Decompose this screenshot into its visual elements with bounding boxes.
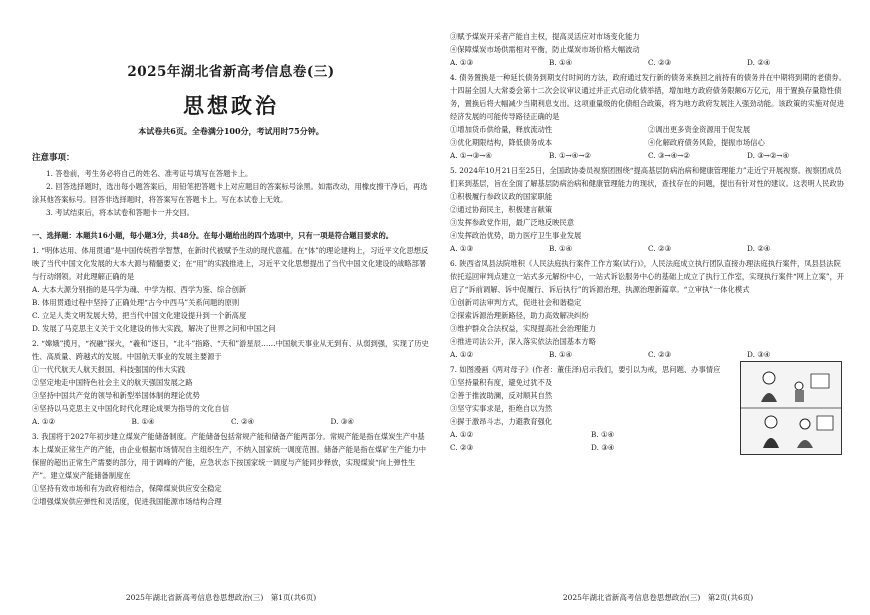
q2-item-3: ③坚持中国共产党的领导和新型举国体制的理论优势 <box>32 391 200 400</box>
q5-item-4: ④发挥政治优势，助力医疗卫生事业发展 <box>450 231 582 240</box>
q4-items-row-1 <box>450 123 846 136</box>
question-5-stem: 5. 2024年10月21日至25日，全国政协委员视察团围绕“提高基层防病治病和健康管理能力”走近宁开展视察。视察团成员们来到基层，旨在全面了解基层防病治病和健康管理能力的现状，查找存在的问题，提出有针对性的建议。这表明人民政协 <box>450 166 845 188</box>
q5-choices <box>450 242 846 255</box>
question-4-stem: 4. 债务置换是一种延长债务到期支付时间的方法，政府通过发行新的债务来换回之前持有的债务并在中期将到期的老债券。十四届全国人大常委会第十二次会议审议通过并正式启动化债举措，增加地方政府债务限额6万亿元，用于置换存量隐性债务，置换后将大幅减少当期利息支出。这项重量级的化债组合政策，将为地方政府发展注入强劲动能。该政策的实施对促进经济发展的可能传导路径正确的是 <box>450 73 847 121</box>
q3-choice-b: B. ①④ <box>549 58 573 67</box>
q6-item-4: ④推进司法公开，深入落实依法治国基本方略 <box>450 337 596 346</box>
q4-choice-b: B. ①→④→② <box>549 151 591 160</box>
section-heading: 一、选择题：本题共16小题，每小题3分，共48分。在每小题给出的四个选项中，只有一项是符合题目要求的。 <box>32 231 394 240</box>
q7-choices-row-2 <box>450 441 732 454</box>
q2-choice-c: C. ②④ <box>231 417 255 426</box>
q2-choices <box>32 415 430 428</box>
q6-choices <box>450 348 846 361</box>
q2-choice-d: D. ③④ <box>330 417 354 426</box>
q4-items-row-2 <box>450 136 846 149</box>
page-footer-right: 2025年湖北省新高考信息卷思想政治(三) 第2页(共6页) <box>562 593 754 602</box>
q3-choice-d: D. ②④ <box>747 58 771 67</box>
q7-item-3: ③坚守实事求是，拒绝自以为然 <box>450 404 553 413</box>
q3-choice-a: A. ①③ <box>450 58 473 67</box>
q5-choice-c: C. ②③ <box>648 244 672 253</box>
question-2-stem: 2. “嫦娥”揽月，“祝融”探火，“羲和”逐日，“北斗”指路、“天和”游星辰……中国航天事业从无到有、从弱到强，实现了历史性、高质量、跨越式的发展。中国航天事业的发展主要源于 <box>32 339 429 361</box>
q5-item-2: ②通过协商民主，积极建言献策 <box>450 205 553 214</box>
q2-item-4: ④坚持以马克思主义中国化时代化理论成果为指导的文化自信 <box>32 404 230 413</box>
q4-item-2: ②调出更多资金资源用于促发展 <box>648 125 751 134</box>
page-footer-left: 2025年湖北省新高考信息卷思想政治(三) 第1页(共6页) <box>125 593 317 602</box>
q7-item-1: ①坚持量积有度，避免过犹不及 <box>450 378 553 387</box>
question-3-stem: 3. 我国将于2027年初步建立煤炭产能储备制度。产能储备包括常规产能和储备产能两部分。常规产能是指在煤炭生产中基本上煤炭正常生产的产能，由企业根据市场情况自主组织生产，不纳入国家统一调度范围。储备产能是指在煤矿生产能力中保留的超出正常生产需要的部分，用于调峰的产能，应急状态下按国家统一调度与产能同步释放，实现煤炭“向上弹性生产”。建立煤炭产能储备制度在 <box>32 432 427 480</box>
note-2: 2. 回答选择题时，选出每小题答案后，用铅笔把答题卡上对应题目的答案标号涂黑。如需改动，用橡皮擦干净后，再选涂其他答案标号。回答非选择题时，将答案写在答题卡上。写在本试卷上无效。 <box>32 182 428 204</box>
q7-choice-b: B. ①④ <box>591 430 615 439</box>
question-7-block <box>450 361 846 459</box>
q7-choices-row-1 <box>450 428 732 441</box>
q2-choice-a: A. ①② <box>32 417 55 426</box>
question-6-stem: 6. 陕西省凤县法院堆积《人民法庭执行案件工作方案(试行)》，人民法庭成立执行团队直接办理法庭执行案件，凤县县法院依托巡回审判点建立一站式多元解纷中心，一站式诉讼服务中心的基础上成立了执行工作室，实现执行案件“网上立案”，开启了“诉前调解、诉中促履行、诉后执行”的诉源治理、执源治理新篇章。“立审执”一体化模式 <box>450 259 845 294</box>
q2-item-1: ①一代代航天人航天报国、科技强国的伟大实践 <box>32 365 186 374</box>
q4-choice-c: C. ③→④→② <box>648 151 690 160</box>
q6-item-1: ①创新司法审判方式，促进社会和谐稳定 <box>450 298 582 307</box>
q5-choice-d: D. ②④ <box>747 244 771 253</box>
q4-choice-d: D. ③→②→④ <box>747 151 790 160</box>
q6-item-2: ②探索诉源治理新路径，助力高效解决纠纷 <box>450 311 589 320</box>
q7-item-4: ④摒于激昂斗志，力避教育强化 <box>450 417 553 426</box>
q4-choice-a: A. ①→③→④ <box>450 151 492 160</box>
q4-item-4: ④化解政府债务风险，提振市场信心 <box>648 138 765 147</box>
q1-option-a: A. 大本大源分别指的是马学为魂、中学为根、西学为鉴、综合创新 <box>32 285 247 294</box>
exam-title: 2025年湖北省新高考信息卷(三) <box>127 64 335 80</box>
note-3: 3. 考试结束后，将本试卷和答题卡一并交回。 <box>46 208 194 217</box>
q5-item-3: ③发挥参政党作用，最广泛地反映民意 <box>450 218 575 227</box>
subject-title: 思想政治 <box>183 93 279 118</box>
q6-choice-a: A. ①② <box>450 350 473 359</box>
q2-choice-b: B. ①④ <box>131 417 155 426</box>
q4-item-3: ③优化期限结构，降低债务成本 <box>450 138 553 147</box>
cartoon-illustration <box>741 362 841 454</box>
q3-choice-c: C. ②③ <box>648 58 672 67</box>
q3-item-2: ②增强煤炭供应弹性和灵活度，促进我国能源市场结构合理 <box>32 497 222 506</box>
q7-choice-c: C. ②③ <box>450 443 474 452</box>
q5-choice-b: B. ①④ <box>549 244 573 253</box>
notes-heading: 注意事项： <box>32 153 75 163</box>
right-page <box>446 0 870 615</box>
q7-item-2: ②善于推波助澜，反对顺其自然 <box>450 391 553 400</box>
q3-item-4: ④保障煤炭市场供需相对平衡，防止煤炭市场价格大幅波动 <box>450 45 640 54</box>
q4-item-1: ①增加货币供给量，释放流动性 <box>450 125 553 134</box>
q1-option-b: B. 体用贯通过程中坚持了正确处理“古今中西马”关系问题的原则 <box>32 298 240 307</box>
question-7-stem: 7. 如图漫画《两对母子》(作者：董佳泽)启示我们，要引以为戒，思问题、办事情应 <box>450 365 721 374</box>
q3-choices <box>450 56 846 69</box>
q1-option-c: C. 立足人类文明发展大势，把当代中国文化建设提升到一个新高度 <box>32 311 247 320</box>
note-1: 1. 答卷前，考生务必将自己的姓名、准考证号填写在答题卡上。 <box>46 169 253 178</box>
cartoon-image <box>740 361 842 455</box>
q2-item-2: ②坚定地走中国特色社会主义的航天强国发展之路 <box>32 378 193 387</box>
q7-choice-a: A. ①② <box>450 430 473 439</box>
question-1-stem: 1. “明体达用、体用贯通”是中国传统哲学智慧，在新时代被赋予生动的现代意蕴。在“体”的理论建构上，习近平文化思想反映了当代中国文化发展的大本大源与精髓要义；在“用”的实践推进上，习近平文化思想提出了当代中国文化建设的战略部署与行动纲领。对此理解正确的是 <box>32 246 429 281</box>
q3-item-3: ③赋予煤炭开采者产能自主权，提高灵活应对市场变化能力 <box>450 32 640 41</box>
exam-info: 本试卷共6页。全卷满分100分，考试用时75分钟。 <box>138 126 324 136</box>
q6-item-3: ③维护群众合法权益，实现提高社会治理能力 <box>450 324 596 333</box>
q5-choice-a: A. ①③ <box>450 244 473 253</box>
q7-choice-d: D. ③④ <box>591 443 615 452</box>
q3-item-1: ①坚持有效市场和有为政府相结合，保障煤炭供应安全稳定 <box>32 484 222 493</box>
q5-item-1: ①积极履行参政议政的国家职能 <box>450 192 553 201</box>
q4-choices <box>450 149 846 162</box>
q1-option-d: D. 发展了马克思主义关于文化建设的伟大实践，解决了世界之问和中国之问 <box>32 324 276 333</box>
q6-choice-d: D. ③④ <box>747 350 771 359</box>
q6-choice-b: B. ①④ <box>549 350 573 359</box>
q6-choice-c: C. ②③ <box>648 350 672 359</box>
